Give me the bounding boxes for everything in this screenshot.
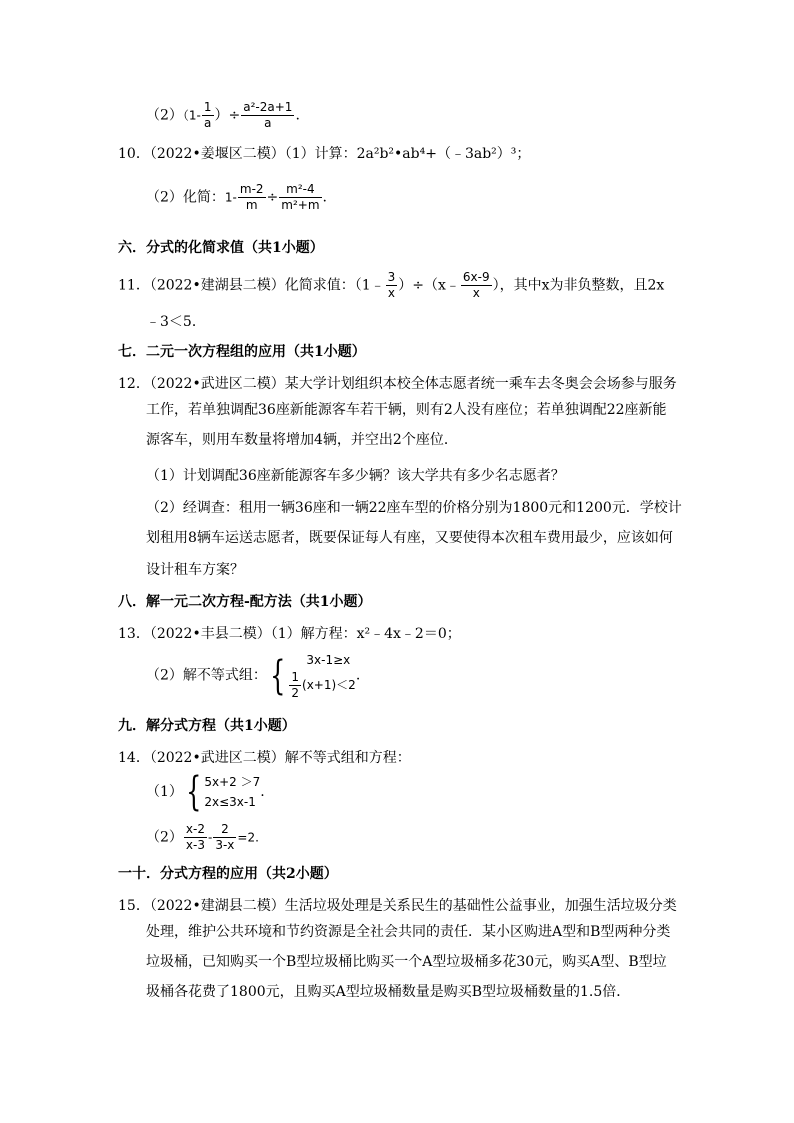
expr-end: . — [260, 784, 265, 800]
system-line-2: 2x≤3x-1 — [204, 795, 256, 809]
part-label: （2） — [146, 107, 183, 124]
fraction-numerator: 1 — [291, 670, 300, 684]
expr-mid: ）÷ — [214, 107, 241, 124]
system-line-2-rest: (x+1)＜2 — [302, 678, 356, 692]
problem-13-part-2 — [146, 650, 360, 701]
part-label: （2）解不等式组： — [146, 667, 267, 684]
problem-12-question-2-line-2: 划租用8辆车运送志愿者，既要保证每人有座，又要使得本次租车费用最少，应该如何 — [146, 530, 673, 546]
problem-15-body: 处理，维护公共环境和节约资源是全社会共同的责任．某小区购进A型和B型两种分类垃圾桶，已知购买一个B型垃圾桶比购买一个A型垃圾桶多花30元，购买A型、B型垃圾桶各花费了1800元，且购买A型垃圾桶数量是购买B型垃圾桶数量的1.5倍． — [146, 924, 671, 1000]
problem-9-part-2 — [146, 100, 300, 131]
operator: - — [208, 830, 213, 845]
fraction-numerator: m²-4 — [279, 182, 321, 198]
fraction-half — [289, 670, 301, 701]
fraction-2 — [279, 182, 321, 213]
problem-12-question-2-line-3: 设计租车方案？ — [146, 562, 244, 578]
problem-11-head: 11．（2022•建湖县二模）化简求值：（1﹣ — [118, 277, 385, 294]
fraction-2 — [213, 822, 236, 853]
problem-10-part-2 — [146, 182, 327, 213]
section-heading-10: 一十．分式方程的应用（共2小题） — [118, 866, 338, 882]
problem-14-part-2 — [146, 822, 259, 853]
fraction-numerator: m-2 — [239, 182, 264, 196]
expr-end: . — [322, 189, 327, 206]
expr-end: =2. — [237, 830, 259, 845]
problem-14-header: 14．（2022•武进区二模）解不等式组和方程： — [118, 750, 411, 766]
fraction-denominator: x — [387, 286, 395, 300]
problem-11-tail: ），其中x为非负整数，且2x — [492, 277, 665, 294]
expr-lead: （1- — [182, 108, 201, 123]
fraction-numerator: 3 — [387, 270, 396, 284]
section-heading-6: 六．分式的化简求值（共1小题） — [118, 240, 324, 256]
fraction-denominator: m — [245, 198, 258, 212]
system-line-1: 3x-1≥x — [306, 653, 351, 667]
fraction-numerator: a²-2a+1 — [243, 100, 293, 114]
problem-10-header: 10．（2022•姜堰区二模）（1）计算：2a²b²•ab⁴+（﹣3ab²）³； — [118, 146, 531, 162]
fraction-denominator: 2 — [291, 686, 300, 700]
part-label: （1） — [146, 784, 183, 800]
fraction-denominator: x — [472, 286, 480, 300]
fraction-1 — [202, 100, 214, 131]
fraction-denominator: x-3 — [185, 838, 205, 852]
problem-12-header: 12．（2022•武进区二模）某大学计划组织本校全体志愿者统一乘车去冬奥会会场参与服务 — [118, 376, 677, 392]
inequality-system — [204, 772, 260, 812]
brace-icon: { — [186, 769, 202, 815]
problem-12-body: 工作，若单独调配36座新能源客车若干辆，则有2人没有座位；若单独调配22座新能源客车，则用车数量将增加4辆，并空出2个座位． — [146, 402, 667, 448]
fraction-denominator: a — [264, 116, 272, 130]
part-label: （2） — [146, 829, 183, 846]
section-heading-7: 七．二元一次方程组的应用（共1小题） — [118, 344, 366, 360]
problem-11-line-2: ﹣3＜5． — [146, 314, 206, 330]
expr-lead: 1- — [224, 190, 237, 205]
fraction-numerator: x-2 — [185, 822, 205, 836]
system-line-1: 5x+2 ＞7 — [204, 775, 261, 789]
expr-end: . — [295, 107, 300, 124]
fraction-denominator: 3-x — [215, 838, 235, 852]
system-line-2 — [288, 670, 355, 701]
fraction-denominator: m²+m — [281, 198, 320, 212]
section-heading-8: 八．解一元二次方程-配方法（共1小题） — [118, 594, 372, 610]
fraction-1 — [386, 270, 398, 301]
problem-11-line-1 — [118, 270, 664, 301]
fraction-2 — [461, 270, 492, 301]
fraction-2 — [241, 100, 294, 131]
fraction-1 — [184, 822, 207, 853]
expr-end: . — [355, 667, 361, 684]
part-label: （2）化简： — [146, 189, 225, 206]
expr-mid: ）÷（x﹣ — [398, 277, 460, 294]
section-heading-9: 九．解分式方程（共1小题） — [118, 718, 296, 734]
inequality-system — [288, 650, 355, 701]
problem-14-part-1 — [146, 769, 265, 815]
problem-12-question-1: （1）计划调配36座新能源客车多少辆？该大学共有多少名志愿者？ — [146, 468, 565, 484]
fraction-numerator: 1 — [203, 100, 212, 114]
fraction-numerator: 2 — [213, 822, 236, 838]
fraction-denominator: a — [204, 116, 212, 130]
brace-icon: { — [270, 652, 286, 699]
problem-15-header: 15．（2022•建湖县二模）生活垃圾处理是关系民生的基础性公益事业，加强生活垃圾分类 — [118, 898, 677, 914]
problem-13-header: 13．（2022•丰县二模）（1）解方程：x²﹣4x﹣2＝0； — [118, 626, 461, 642]
problem-12-question-2-line-1: （2）经调查：租用一辆36座和一辆22座车型的价格分别为1800元和1200元．学校计 — [146, 500, 682, 516]
fraction-1 — [238, 182, 266, 213]
operator: ÷ — [266, 189, 279, 206]
fraction-numerator: 6x-9 — [462, 270, 490, 284]
